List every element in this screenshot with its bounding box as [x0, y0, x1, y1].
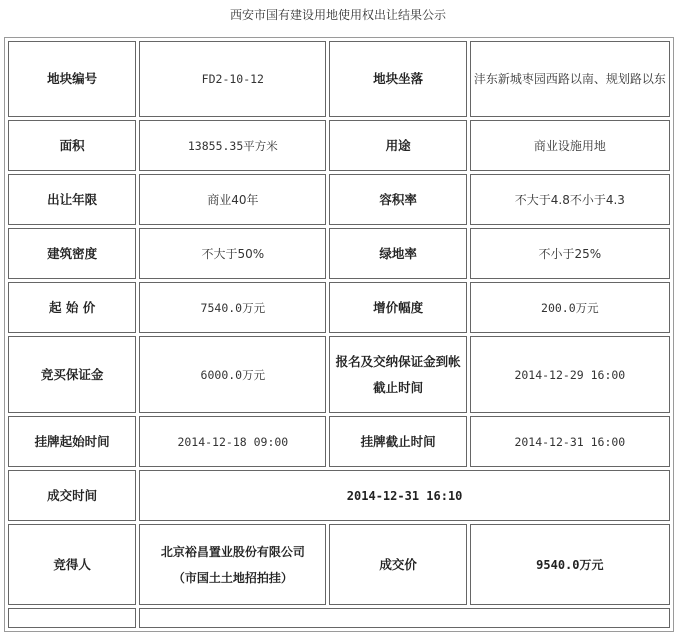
- table-row: [8, 470, 670, 521]
- value-increment: 200.0万元: [470, 282, 670, 333]
- value-usage: 商业设施用地: [470, 120, 670, 171]
- value-plot-number: FD2-10-12: [139, 41, 326, 117]
- value-listing-end: 2014-12-31 16:00: [470, 416, 670, 467]
- value-deposit-deadline: 2014-12-29 16:00: [470, 336, 670, 413]
- label-increment: 增价幅度: [329, 282, 466, 333]
- label-winner: 竞得人: [8, 524, 136, 605]
- table-row: [8, 120, 670, 171]
- label-usage: 用途: [329, 120, 466, 171]
- value-deal-time: 2014-12-31 16:10: [139, 470, 670, 521]
- table-row: [8, 416, 670, 467]
- value-building-density: 不大于50%: [139, 228, 326, 279]
- winner-note: （市国土土地招拍挂）: [172, 570, 293, 585]
- page-title: 西安市国有建设用地使用权出让结果公示: [229, 8, 446, 22]
- label-deal-time: 成交时间: [8, 470, 136, 521]
- value-deposit: 6000.0万元: [139, 336, 326, 413]
- label-plot-ratio: 容积率: [329, 174, 466, 225]
- table-row: [8, 174, 670, 225]
- label-deal-price: 成交价: [329, 524, 466, 605]
- label-plot-location: 地块坐落: [329, 41, 466, 117]
- result-table-container: [4, 37, 674, 632]
- result-table: [4, 37, 674, 632]
- value-starting-price: 7540.0万元: [139, 282, 326, 333]
- value-deal-price: 9540.0万元: [470, 524, 670, 605]
- label-listing-start: 挂牌起始时间: [8, 416, 136, 467]
- label-starting-price: 起 始 价: [8, 282, 136, 333]
- value-area: 13855.35平方米: [139, 120, 326, 171]
- label-area: 面积: [8, 120, 136, 171]
- label-listing-end: 挂牌截止时间: [329, 416, 466, 467]
- label-building-density: 建筑密度: [8, 228, 136, 279]
- table-row: [8, 228, 670, 279]
- empty-cell: [139, 608, 670, 628]
- table-row: [8, 336, 670, 413]
- table-row: [8, 524, 670, 605]
- label-plot-number: 地块编号: [8, 41, 136, 117]
- value-winner: [139, 524, 326, 605]
- value-listing-start: 2014-12-18 09:00: [139, 416, 326, 467]
- label-deposit: 竞买保证金: [8, 336, 136, 413]
- value-term: 商业40年: [139, 174, 326, 225]
- value-plot-location: 沣东新城枣园西路以南、规划路以东: [470, 41, 670, 117]
- winner-name: 北京裕昌置业股份有限公司: [160, 544, 305, 559]
- empty-cell: [8, 608, 136, 628]
- value-plot-ratio: 不大于4.8不小于4.3: [470, 174, 670, 225]
- label-term: 出让年限: [8, 174, 136, 225]
- label-green-ratio: 绿地率: [329, 228, 466, 279]
- label-deposit-deadline: 报名及交纳保证金到帐截止时间: [329, 336, 466, 413]
- table-row-partial: [8, 608, 670, 628]
- value-green-ratio: 不小于25%: [470, 228, 670, 279]
- table-row: [8, 41, 670, 117]
- table-row: [8, 282, 670, 333]
